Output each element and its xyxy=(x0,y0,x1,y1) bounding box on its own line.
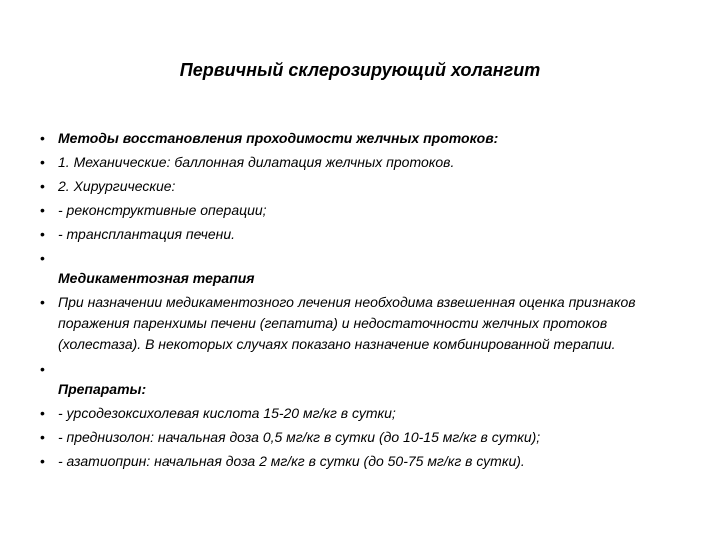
list-item-text: 1. Механические: баллонная дилатация желчных протоков. xyxy=(58,154,455,170)
list-item xyxy=(40,248,680,288)
list-item xyxy=(40,292,680,355)
bullet-icon: • xyxy=(40,405,45,421)
slide-title: Первичный склерозирующий холангит xyxy=(179,60,541,80)
list-item xyxy=(40,200,680,220)
bullet-icon: • xyxy=(40,154,45,170)
list-item xyxy=(40,427,680,447)
list-item-text: При назначении медикаментозного лечения необходима взвешенная оценка признаков поражения паренхимы печени (гепатита) и недостаточности желчных протоков (холестаза). В некоторых случаях показано назначение комбинированной терапии. xyxy=(58,294,636,352)
list-item-text: - азатиоприн: начальная доза 2 мг/кг в сутки (до 50-75 мг/кг в сутки). xyxy=(58,453,525,469)
section-heading: Медикаментозная терапия xyxy=(58,270,255,286)
list-item xyxy=(40,451,680,471)
list-item xyxy=(40,176,680,196)
list-item-text: - преднизолон: начальная доза 0,5 мг/кг в сутки (до 10-15 мг/кг в сутки); xyxy=(58,429,541,445)
bullet-icon: • xyxy=(40,453,45,469)
list-item xyxy=(40,224,680,244)
list-item-text: - урсодезоксихолевая кислота 15-20 мг/кг в сутки; xyxy=(58,405,396,421)
list-item xyxy=(40,128,680,148)
bullet-icon: • xyxy=(40,361,45,377)
list-item-text: Методы восстановления проходимости желчных протоков: xyxy=(58,130,499,146)
bullet-list xyxy=(40,128,680,475)
list-item-text: - трансплантация печени. xyxy=(58,226,235,242)
bullet-icon: • xyxy=(40,250,45,266)
section-heading: Препараты: xyxy=(58,381,147,397)
list-item xyxy=(40,152,680,172)
list-item-text: 2. Хирургические: xyxy=(58,178,176,194)
bullet-icon: • xyxy=(40,202,45,218)
bullet-icon: • xyxy=(40,429,45,445)
list-item xyxy=(40,403,680,423)
list-item-text: - реконструктивные операции; xyxy=(58,202,267,218)
bullet-icon: • xyxy=(40,178,45,194)
bullet-icon: • xyxy=(40,130,45,146)
list-item xyxy=(40,359,680,399)
bullet-icon: • xyxy=(40,294,45,310)
bullet-icon: • xyxy=(40,226,45,242)
